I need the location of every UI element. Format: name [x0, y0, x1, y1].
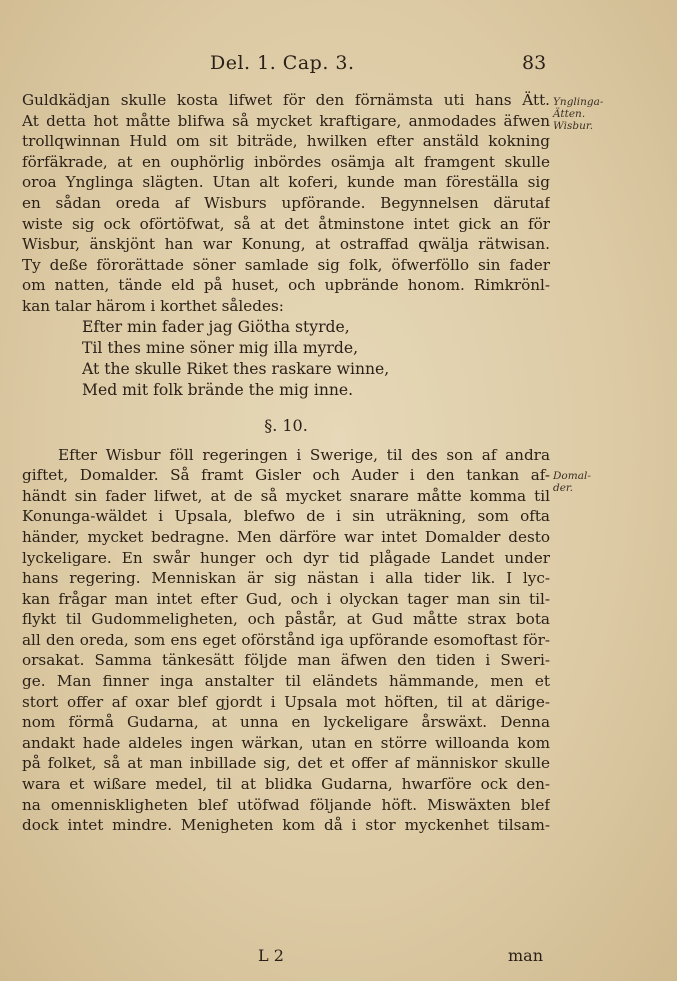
page-body [22, 90, 550, 836]
section-heading: §. 10. [264, 415, 308, 435]
marginal-line: Wisbur. [553, 120, 594, 132]
text-line: all den oreda, som ens eget oförstånd iga upförande esomoftast för- [22, 630, 550, 649]
verse-line: Til thes mine söner mig illa myrde, [82, 338, 359, 357]
text-line: flykt til Gudommeligheten, och påstår, at Gud måtte strax bota [22, 610, 550, 629]
running-head: Del. 1. Cap. 3. [210, 52, 355, 74]
verse-line: At the skulle Riket thes raskare winne, [82, 359, 390, 378]
text-line: ge. Man finner inga anstalter til eländets hämmande, men et [22, 672, 550, 691]
catchword: man [508, 946, 544, 965]
marginal-line: Ynglinga- [553, 96, 604, 108]
text-line: på folket, så at man inbillade sig, det et offer af människor skulle [22, 754, 550, 773]
text-line: andakt hade aldeles ingen wärkan, utan en större willoanda kom [22, 733, 550, 752]
text-line: kan talar härom i korthet således: [22, 296, 284, 315]
text-line: Konunga-wäldet i Upsala, blefwo de i sin uträkning, som ofta [22, 507, 550, 526]
text-line: orsakat. Samma tänkesätt följde man äfwen den tiden i Sweri- [22, 651, 550, 670]
marginal-note-domalder [553, 470, 591, 494]
verse-line: Med mit folk brände the mig inne. [82, 380, 354, 399]
page-header [0, 52, 677, 78]
marginal-line: Domal- [553, 470, 591, 482]
text-line: wiste sig ock oförtöfwat, så at det åtminstone intet gick an för [22, 214, 550, 233]
verse-line: Efter min fader jag Giötha styrde, [82, 317, 350, 336]
text-line: na omenniskligheten blef utöfwad följande höft. Miswäxten blef [22, 795, 550, 814]
marginal-note-ynglinga [553, 96, 603, 132]
text-line: At detta hot måtte blifwa så mycket kraftigare, anmodades äfwen [22, 111, 550, 130]
text-line: hans regering. Menniskan är sig nästan i alla tider lik. I lyc- [22, 569, 550, 588]
page-number: 83 [522, 52, 547, 74]
text-line: Ty deße förorättade söner samlade sig folk, öfwerföllo sin fader [22, 255, 550, 274]
text-line: Guldkädjan skulle kosta lifwet för den förnämsta uti hans Ätt. [22, 91, 550, 109]
marginal-line: Ätten. [553, 108, 586, 120]
text-line: oroa Ynglinga slägten. Utan alt koferi, kunde man föreställa sig [22, 173, 550, 192]
text-line: Efter Wisbur föll regeringen i Swerige, til des son af andra [58, 445, 550, 464]
text-line: händt sin fader lifwet, at de så mycket snarare måtte komma til [22, 486, 550, 505]
paragraph-domalder [22, 445, 550, 836]
text-line: en sådan oreda af Wisburs upförande. Begynnelsen därutaf [22, 193, 550, 212]
marginal-line: der. [553, 482, 574, 494]
text-line: stort offer af oxar blef gjordt i Upsala mot höften, til at därige- [22, 692, 550, 711]
text-line: trollqwinnan Huld om sit biträde, hwilken efter anstäld kokning [22, 132, 550, 151]
text-line: Wisbur, änskjönt han war Konung, at ostraffad qwälja rätwisan. [22, 235, 550, 254]
text-line: nom förmå Gudarna, at unna en lyckeligare årswäxt. Denna [22, 713, 550, 732]
text-line: giftet, Domalder. Så framt Gisler och Auder i den tankan af- [22, 466, 550, 485]
text-line: om natten, tände eld på huset, och upbrände honom. Rimkrönl- [22, 276, 550, 295]
text-line: dock intet mindre. Menigheten kom då i stor myckenhet tilsam- [22, 816, 550, 835]
paragraph-wisbur [22, 90, 550, 317]
signature-mark: L 2 [258, 946, 284, 965]
text-line: wara et wißare medel, til at blidka Gudarna, hwarföre ock den- [22, 775, 550, 794]
verse-quotation [22, 317, 550, 401]
text-line: kan frågar man intet efter Gud, och i olyckan tager man sin til- [22, 589, 550, 608]
text-line: lyckeligare. En swår hunger och dyr tid plågade Landet under [22, 548, 550, 567]
text-line: händer, mycket bedragne. Men därföre war intet Domalder desto [22, 527, 550, 546]
text-line: förfäkrade, at en ouphörlig inbördes osämja alt framgent skulle [22, 152, 550, 171]
